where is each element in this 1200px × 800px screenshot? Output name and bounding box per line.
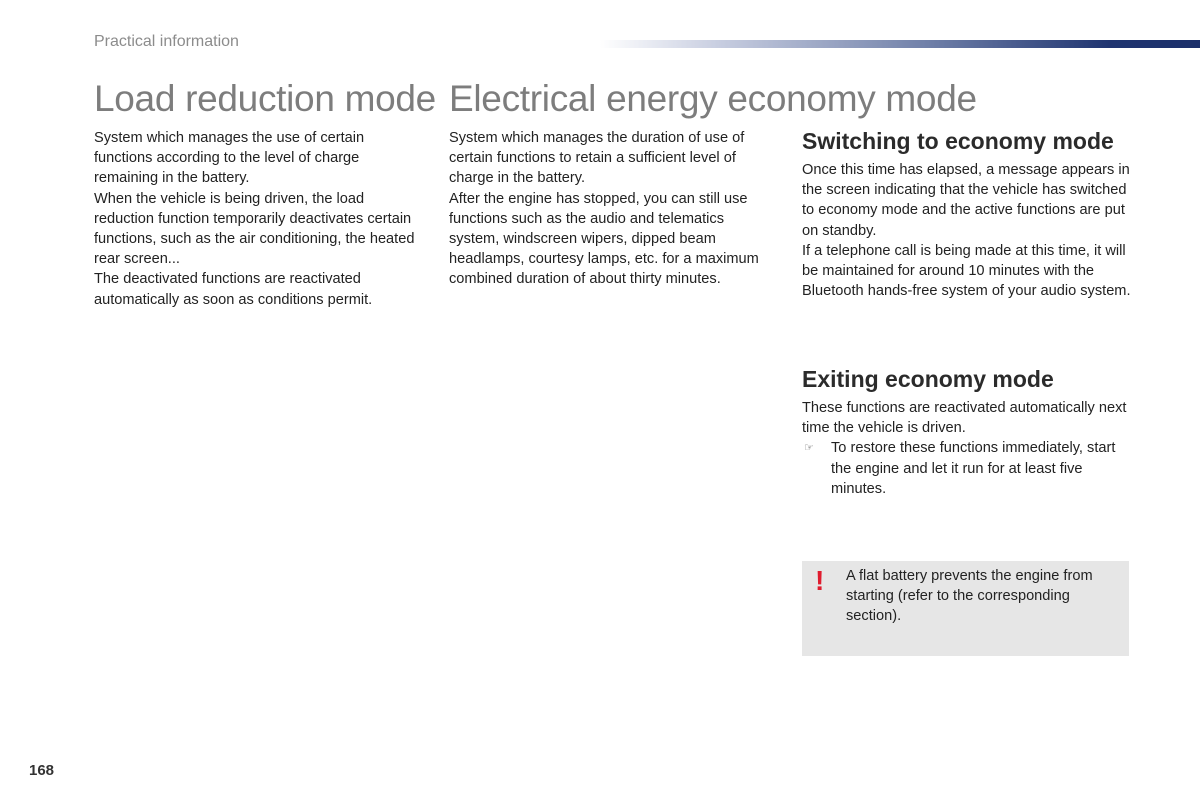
paragraph: Once this time has elapsed, a message appears in the screen indicating that the vehicle has switched to economy mode and the active functions are put on standby. (802, 162, 1130, 239)
warning-text: A flat battery prevents the engine from starting (refer to the corresponding section). (846, 568, 1093, 625)
header-gradient-bar (600, 40, 1200, 48)
exclamation-icon: ! (815, 565, 825, 596)
paragraph: System which manages the duration of use of certain functions to retain a sufficient level of charge in the battery. (449, 130, 745, 187)
bullet-text: To restore these functions immediately, start the engine and let it run for at least five minutes. (831, 440, 1116, 497)
paragraph: If a telephone call is being made at this time, it will be maintained for around 10 minutes with the Bluetooth hands-free system of your audio system. (802, 242, 1131, 300)
paragraph: The deactivated functions are reactivated automatically as soon as conditions permit. (94, 271, 373, 308)
pointing-hand-icon: ☞ (804, 442, 814, 455)
paragraph: When the vehicle is being driven, the load reduction function temporarily deactivates certain functions, such as the air conditioning, the heated rear screen... (94, 190, 415, 268)
paragraph: These functions are reactivated automatically next time the vehicle is driven. (802, 400, 1127, 437)
switching-title: Switching to economy mode (802, 128, 1114, 154)
section-label: Practical information (94, 33, 239, 50)
paragraph: System which manages the use of certain functions according to the level of charge remaining in the battery. (94, 130, 365, 187)
warning-box (802, 561, 1129, 656)
economy-mode-title: Electrical energy economy mode (449, 78, 977, 119)
exiting-title: Exiting economy mode (802, 366, 1054, 392)
economy-mode-column (449, 128, 769, 290)
exiting-column (802, 398, 1132, 499)
bullet-item (802, 438, 1132, 499)
page-number: 168 (29, 762, 55, 779)
paragraph: After the engine has stopped, you can still use functions such as the audio and telematics system, windscreen wipers, dipped beam headlamps, courtesy lamps, etc. for a maximum combined duration of about thirty minutes. (449, 190, 759, 288)
switching-column (802, 160, 1132, 301)
load-reduction-title: Load reduction mode (94, 78, 436, 119)
load-reduction-column (94, 128, 424, 310)
